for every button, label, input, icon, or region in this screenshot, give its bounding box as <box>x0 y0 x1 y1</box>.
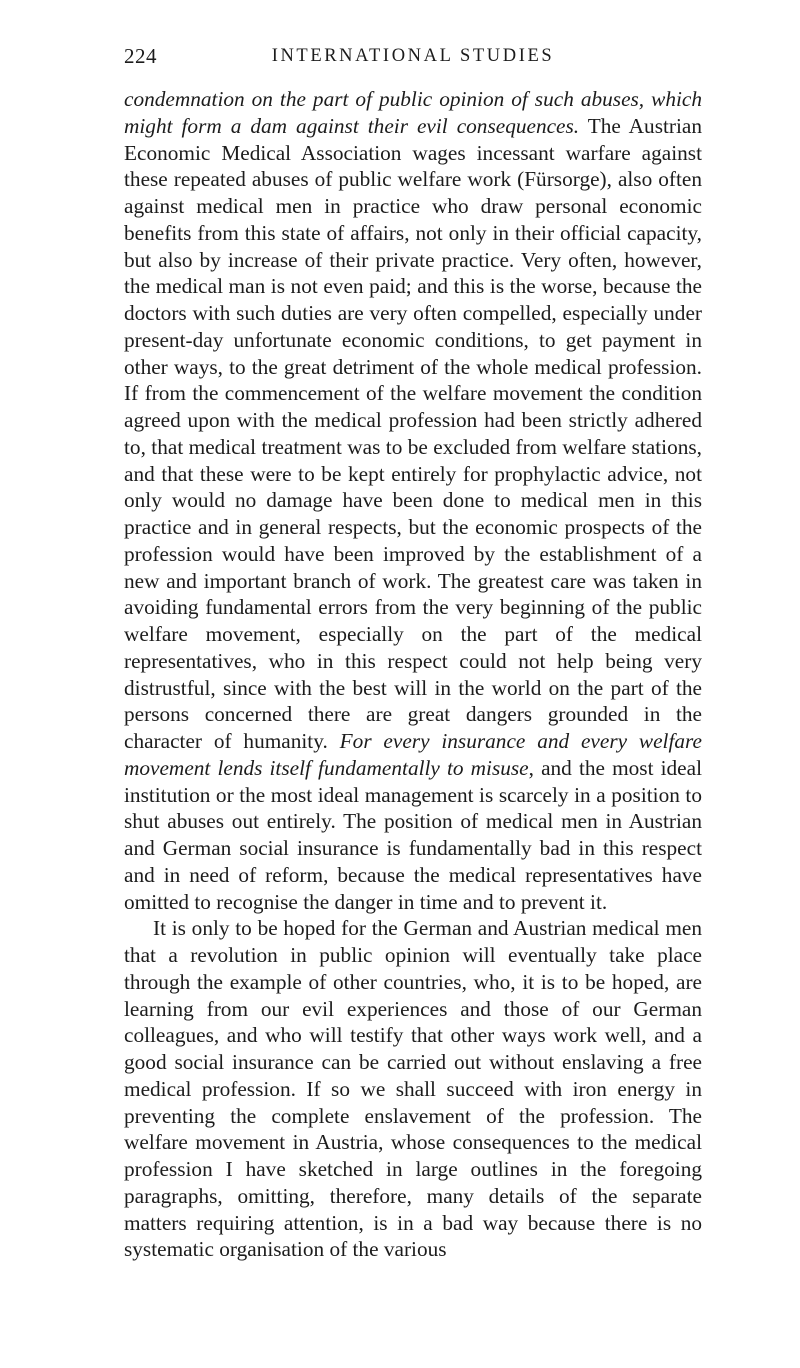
text-segment: It is only to be hoped for the German and Austrian medical men that a revolution in public opinion will eventually take place through the example of other countries, who, it is to be hoped, are learning from our evil experiences and those of our German colleagues, and who will testify that other ways work well, and a good social insurance can be carried out without enslaving a free medical profession. If so we shall succeed with iron energy in preventing the complete enslavement of the profession. The welfare movement in Austria, whose consequences to the medical profession I have sketched in large outlines in the foregoing paragraphs, omitting, therefore, many details of the separate matters requiring attention, is in a bad way because there is no systematic organisation of the various <box>124 916 702 1262</box>
page-header <box>124 44 702 74</box>
body-text <box>124 86 702 1263</box>
paragraph <box>124 86 702 915</box>
running-head: INTERNATIONAL STUDIES <box>271 46 555 66</box>
text-segment: The Austrian Economic Medical Association wages incessant warfare against these repeated abuses of public welfare work (Fürsorge), also often against medical men in practice who draw personal economic benefits from this state of affairs, not only in their official capacity, but also by increase of their private practice. Very often, however, the medical man is not even paid; and this is the worse, because the doctors with such duties are very often compelled, especially under present-day unfortunate economic conditions, to get payment in other ways, to the great detriment of the whole medical profession. If from the commencement of the welfare movement the condition agreed upon with the medical profession had been strictly adhered to, that medical treatment was to be excluded from welfare stations, and that these were to be kept entirely for prophylactic advice, not only would no damage have been done to medical men in this practice and in general respects, but the economic prospects of the profession would have been improved by the establishment of a new and important branch of work. The greatest care was taken in avoiding fundamental errors from the very beginning of the public welfare movement, especially on the part of the medical representatives, who in this respect could not help being very distrustful, since with the best will in the world on the part of the persons concerned there are great dangers grounded in the character of humanity. <box>124 113 703 753</box>
text-segment-italic: For every insurance and every welfare movement lends itself fundamentally to misuse <box>124 729 702 780</box>
text-segment: , and the most ideal institution or the most ideal management is scarcely in a position to shut abuses out entirely. The position of medical men in Austrian and German social insurance is fundamentally bad in this respect and in need of reform, because the medical representatives have omitted to recognise the danger in time and to prevent it. <box>124 755 702 914</box>
page-number: 224 <box>124 44 157 68</box>
paragraph <box>124 915 702 1263</box>
text-segment-italic: condemnation on the part of public opinion of such abuses, which might form a dam against their evil consequences. <box>124 87 702 138</box>
